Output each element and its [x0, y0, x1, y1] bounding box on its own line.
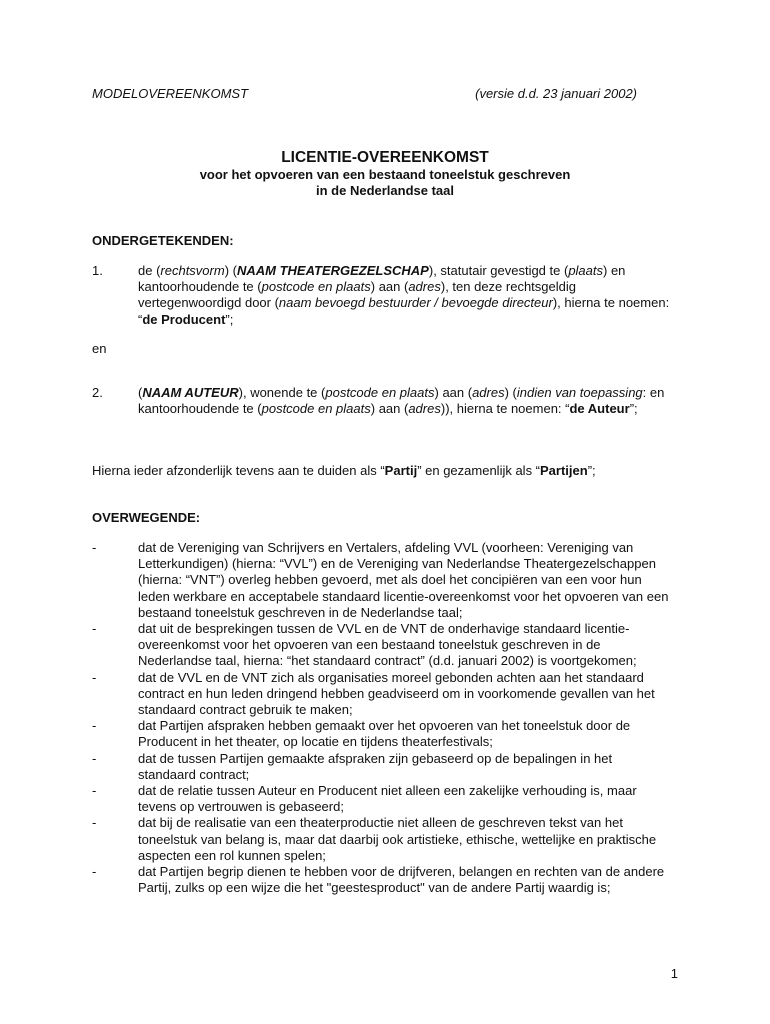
- list-dash: -: [92, 815, 97, 831]
- party-2-text: (NAAM AUTEUR), wonende te (postcode en plaats) aan (adres) (indien van toepassing: en kantoorhoudende te (postcode en plaats) aan (adres)), hierna te noemen: “de Auteur”;: [138, 385, 665, 417]
- page-number: 1: [670, 966, 678, 981]
- list-dash: -: [92, 540, 97, 555]
- consideration-item: [92, 670, 672, 719]
- consideration-item: [92, 864, 672, 896]
- document-type-label: MODELOVEREENKOMST: [92, 86, 249, 101]
- title-block: [0, 148, 770, 199]
- consideration-item: [92, 621, 672, 670]
- list-dash: -: [92, 718, 97, 734]
- consideration-text: dat de Vereniging van Schrijvers en Vertalers, afdeling VVL (voorheen: Vereniging van Letterkundigen) (hierna: “VVL”) en de Vereniging van Nederlandse Theatergezelschappen (hierna: “VNT”) overleg hebben gevoerd, met als doel het concipiëren van een voor hun leden werkbare en acceptabele standaard licentie-overeenkomst voor het opvoeren van een bestaand toneelstuk geschreven in de Nederlandse taal;: [138, 540, 669, 620]
- consideration-text: dat de tussen Partijen gemaakte afspraken zijn gebaseerd op de bepalingen in het standaard contract;: [138, 750, 613, 782]
- consideration-text: dat bij de realisatie van een theaterproductie niet alleen de geschreven tekst van het toneelstuk van belang is, maar dat daarbij ook artistieke, ethische, wettelijke en praktische aspecten een rol kunnen spelen;: [138, 815, 657, 863]
- list-dash: -: [92, 669, 97, 685]
- consideration-text: dat de VVL en de VNT zich als organisaties moreel gebonden achten aan het standaard contract en hun leden dringend hebben geadviseerd om in voorkomende gevallen van het standaard contract gebruik te maken;: [138, 669, 655, 718]
- considerations-list: [92, 540, 672, 896]
- consideration-text: dat Partijen afspraken hebben gemaakt over het opvoeren van het toneelstuk door de Producent in het theater, op locatie en tijdens theaterfestivals;: [138, 718, 631, 750]
- consideration-item: [92, 783, 672, 815]
- consideration-item: [92, 751, 672, 783]
- party-1-number: 1.: [92, 263, 103, 278]
- consideration-item: [92, 718, 672, 750]
- consideration-item: [92, 540, 672, 621]
- consideration-text: dat de relatie tussen Auteur en Producent niet alleen een zakelijke verhouding is, maar tevens op vertrouwen is gebaseerd;: [138, 783, 637, 815]
- parties-definition: Hierna ieder afzonderlijk tevens aan te duiden als “Partij” en gezamenlijk als “Partijen”;: [92, 463, 596, 478]
- list-dash: -: [92, 783, 97, 799]
- party-1-text: de (rechtsvorm) (NAAM THEATERGEZELSCHAP), statutair gevestigd te (plaats) en kantoorhoudende te (postcode en plaats) aan (adres), ten deze rechtsgeldig vertegenwoordigd door (naam bevoegd bestuurder / bevoegde directeur), hierna te noemen: “de Producent”;: [138, 263, 670, 327]
- list-dash: -: [92, 621, 97, 637]
- and-connector: en: [92, 341, 107, 356]
- list-dash: -: [92, 750, 97, 766]
- version-date: (versie d.d. 23 januari 2002): [475, 86, 637, 101]
- signatories-heading: ONDERGETEKENDEN:: [92, 233, 234, 248]
- party-1: [92, 263, 672, 328]
- page-header: [92, 86, 637, 102]
- consideration-text: dat uit de besprekingen tussen de VVL en de VNT de onderhavige standaard licentie-overeenkomst voor het opvoeren van een bestaand toneelstuk geschreven in de Nederlandse taal, hierna: “het standaard contract” (d.d. januari 2002) is voortgekomen;: [138, 621, 637, 669]
- document-subtitle-line2: in de Nederlandse taal: [316, 183, 454, 198]
- consideration-item: [92, 815, 672, 864]
- party-2-number: 2.: [92, 385, 103, 400]
- document-subtitle-line1: voor het opvoeren van een bestaand toneelstuk geschreven: [199, 167, 571, 182]
- list-dash: -: [92, 864, 97, 880]
- consideration-text: dat Partijen begrip dienen te hebben voor de drijfveren, belangen en rechten van de andere Partij, zulks op een wijze die het "geestesproduct" van de andere Partij waardig is;: [138, 864, 665, 896]
- document-title: LICENTIE-OVEREENKOMST: [281, 149, 489, 166]
- whereas-heading: OVERWEGENDE:: [92, 510, 201, 525]
- party-2: [92, 385, 672, 417]
